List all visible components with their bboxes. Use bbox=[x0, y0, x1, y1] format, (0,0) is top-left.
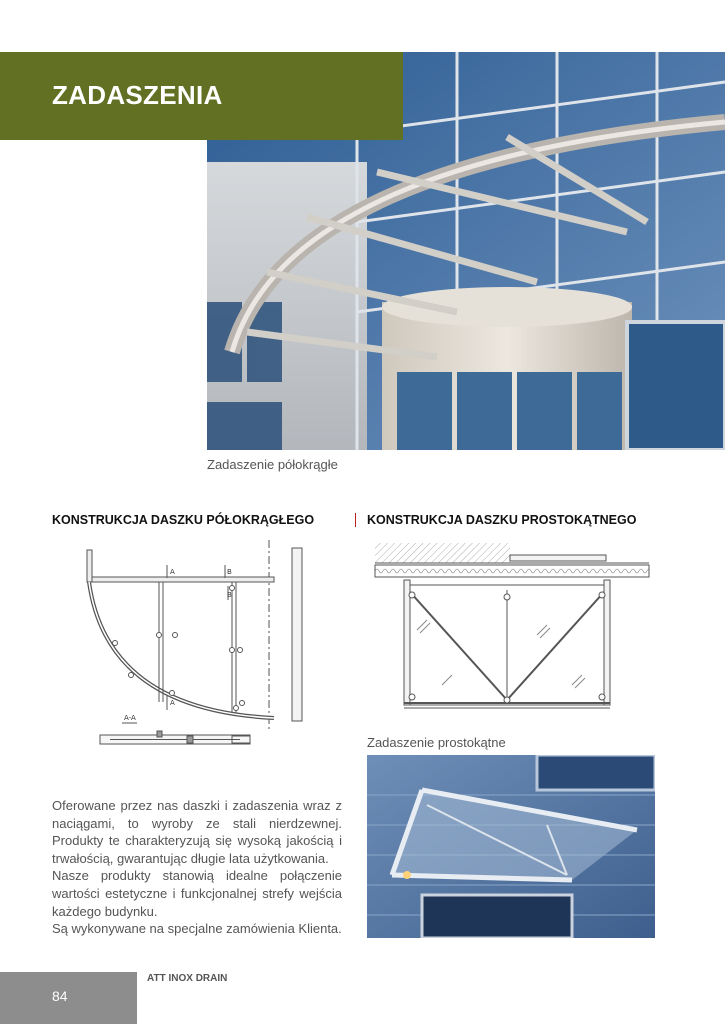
heading-rectangular-construction: KONSTRUKCJA DASZKU PROSTOKĄTNEGO bbox=[367, 513, 637, 527]
footer-brand: ATT INOX DRAIN bbox=[147, 973, 228, 984]
section-label-aa: A-A bbox=[124, 714, 136, 722]
footer-tab bbox=[0, 972, 137, 1024]
section-label-b-side: B bbox=[227, 591, 232, 599]
photo-caption-semicircular: Zadaszenie półokrągłe bbox=[207, 457, 338, 472]
body-paragraph: Oferowane przez nas daszki i zadaszenia wraz z naciągami, to wyroby ze stali nierdzewnej. Produkty te charakteryzują się wysoką jakością i trwałością, gwarantując długie lata użytkowania. bbox=[52, 798, 342, 866]
photo-caption-rectangular: Zadaszenie prostokątne bbox=[367, 735, 506, 750]
body-paragraph: Nasze produkty stanowią idealne połączenie wartości estetyczne i funkcjonalnej strefy wejścia każdego budynku. bbox=[52, 868, 342, 919]
rectangular-technical-drawing bbox=[367, 535, 657, 715]
canopy-photo-rectangular bbox=[367, 755, 655, 938]
page-title: ZADASZENIA bbox=[52, 80, 223, 110]
body-text bbox=[52, 797, 342, 938]
section-label-a-top: A bbox=[170, 568, 175, 576]
body-paragraph: Są wykonywane na specjalne zamówienia Klienta. bbox=[52, 921, 342, 937]
section-label-b-top: B bbox=[227, 568, 232, 576]
section-divider bbox=[355, 513, 356, 527]
section-label-a-bottom: A bbox=[170, 699, 175, 707]
heading-semicircular-construction: KONSTRUKCJA DASZKU PÓŁOKRĄGŁEGO bbox=[52, 513, 315, 527]
semicircular-technical-drawing bbox=[52, 540, 322, 760]
page-number: 84 bbox=[52, 988, 68, 1004]
